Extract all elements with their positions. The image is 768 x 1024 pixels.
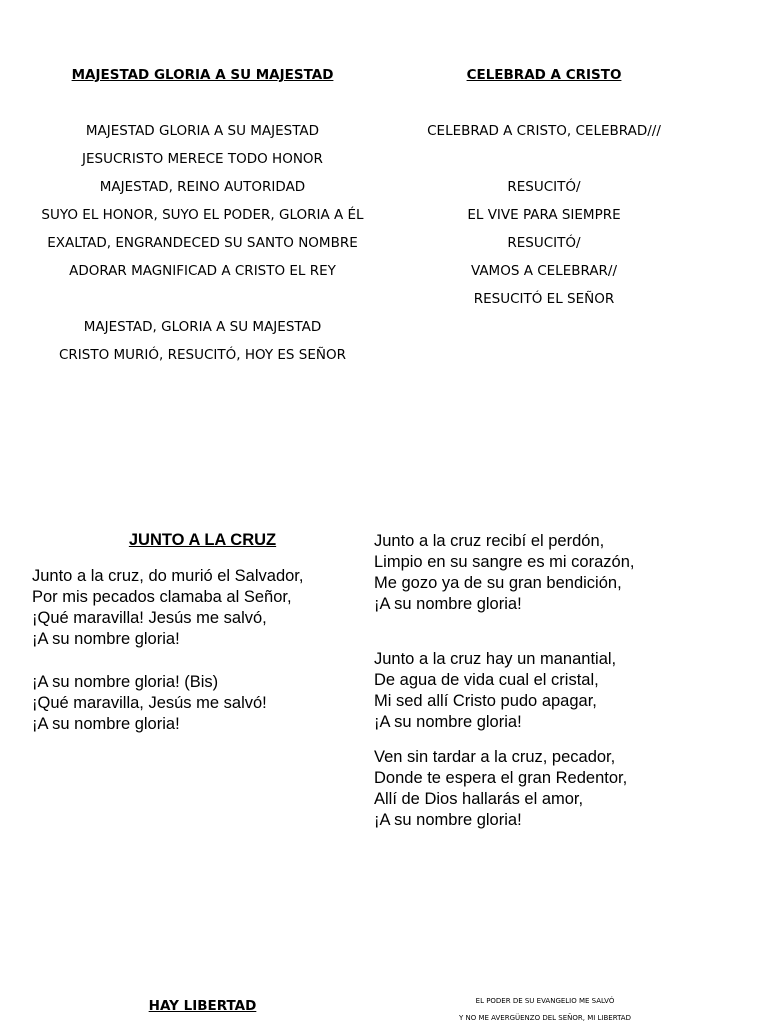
lyric-line: MAJESTAD GLORIA A SU MAJESTAD bbox=[85, 123, 320, 139]
lyric-line: MAJESTAD, GLORIA A SU MAJESTAD bbox=[83, 319, 322, 335]
lyric-line: RESUCITÓ/ bbox=[507, 235, 581, 251]
song-majestad bbox=[30, 66, 375, 369]
lyric-line: RESUCITÓ/ bbox=[507, 179, 581, 195]
lyric-line: De agua de vida cual el cristal, bbox=[374, 671, 599, 689]
stanza bbox=[32, 672, 362, 735]
song-title-junto: JUNTO A LA CRUZ bbox=[128, 531, 277, 549]
lyric-line: Ven sin tardar a la cruz, pecador, bbox=[374, 748, 616, 766]
lyric-line: Junto a la cruz recibí el perdón, bbox=[374, 532, 605, 550]
lyric-line: EL VIVE PARA SIEMPRE bbox=[467, 207, 621, 223]
lyric-line: VAMOS A CELEBRAR// bbox=[470, 263, 618, 279]
stanza bbox=[374, 649, 734, 733]
lyric-line: Allí de Dios hallarás el amor, bbox=[374, 790, 584, 808]
lyric-line: Junto a la cruz, do murió el Salvador, bbox=[32, 567, 304, 585]
lyric-line: ¡A su nombre gloria! bbox=[374, 595, 522, 613]
song-celebrad bbox=[395, 66, 693, 313]
lyric-line: ¡A su nombre gloria! bbox=[32, 715, 180, 733]
lyric-line: ADORAR MAGNIFICAD A CRISTO EL REY bbox=[69, 263, 336, 279]
lyric-line: ¡Qué maravilla! Jesús me salvó, bbox=[32, 609, 267, 627]
song-title-celebrad: CELEBRAD A CRISTO bbox=[466, 67, 622, 83]
lyric-line: ¡A su nombre gloria! bbox=[374, 811, 522, 829]
lyric-line: Me gozo ya de su gran bendición, bbox=[374, 574, 622, 592]
lyric-line: JESUCRISTO MERECE TODO HONOR bbox=[82, 151, 323, 167]
stanza bbox=[374, 531, 734, 615]
lyric-line: Donde te espera el gran Redentor, bbox=[374, 769, 628, 787]
lyric-line: MAJESTAD, REINO AUTORIDAD bbox=[99, 179, 306, 195]
lyric-line: CELEBRAD A CRISTO, CELEBRAD/// bbox=[427, 123, 661, 139]
lyric-line: Junto a la cruz hay un manantial, bbox=[374, 650, 617, 668]
lyric-line: Mi sed allí Cristo pudo apagar, bbox=[374, 692, 597, 710]
lyric-line: ¡Qué maravilla, Jesús me salvó! bbox=[32, 694, 267, 712]
song-junto-left bbox=[32, 566, 362, 757]
lyric-line: ¡A su nombre gloria! bbox=[32, 630, 180, 648]
lyric-line: Por mis pecados clamaba al Señor, bbox=[32, 588, 292, 606]
lyric-line: SUYO EL HONOR, SUYO EL PODER, GLORIA A ÉL bbox=[41, 207, 364, 223]
song-junto-right bbox=[374, 531, 734, 853]
song-title-majestad: MAJESTAD GLORIA A SU MAJESTAD bbox=[71, 67, 334, 83]
lyric-line: Y NO ME AVERGÜENZO DEL SEÑOR, MI LIBERTAD bbox=[459, 1014, 631, 1022]
lyric-line: CRISTO MURIÓ, RESUCITÓ, HOY ES SEÑOR bbox=[58, 347, 346, 363]
stanza bbox=[32, 566, 362, 650]
lyric-line: Limpio en su sangre es mi corazón, bbox=[374, 553, 635, 571]
lyric-line: RESUCITÓ EL SEÑOR bbox=[473, 291, 615, 307]
lyric-line: EL PODER DE SU EVANGELIO ME SALVÓ bbox=[475, 997, 615, 1005]
lyric-line: ¡A su nombre gloria! (Bis) bbox=[32, 673, 219, 691]
stanza bbox=[374, 747, 734, 831]
song-title-libertad: HAY LIBERTAD bbox=[148, 998, 257, 1014]
song-libertad-lines bbox=[440, 996, 650, 1023]
lyric-line: ¡A su nombre gloria! bbox=[374, 713, 522, 731]
lyric-line: EXALTAD, ENGRANDECED SU SANTO NOMBRE bbox=[47, 235, 358, 251]
